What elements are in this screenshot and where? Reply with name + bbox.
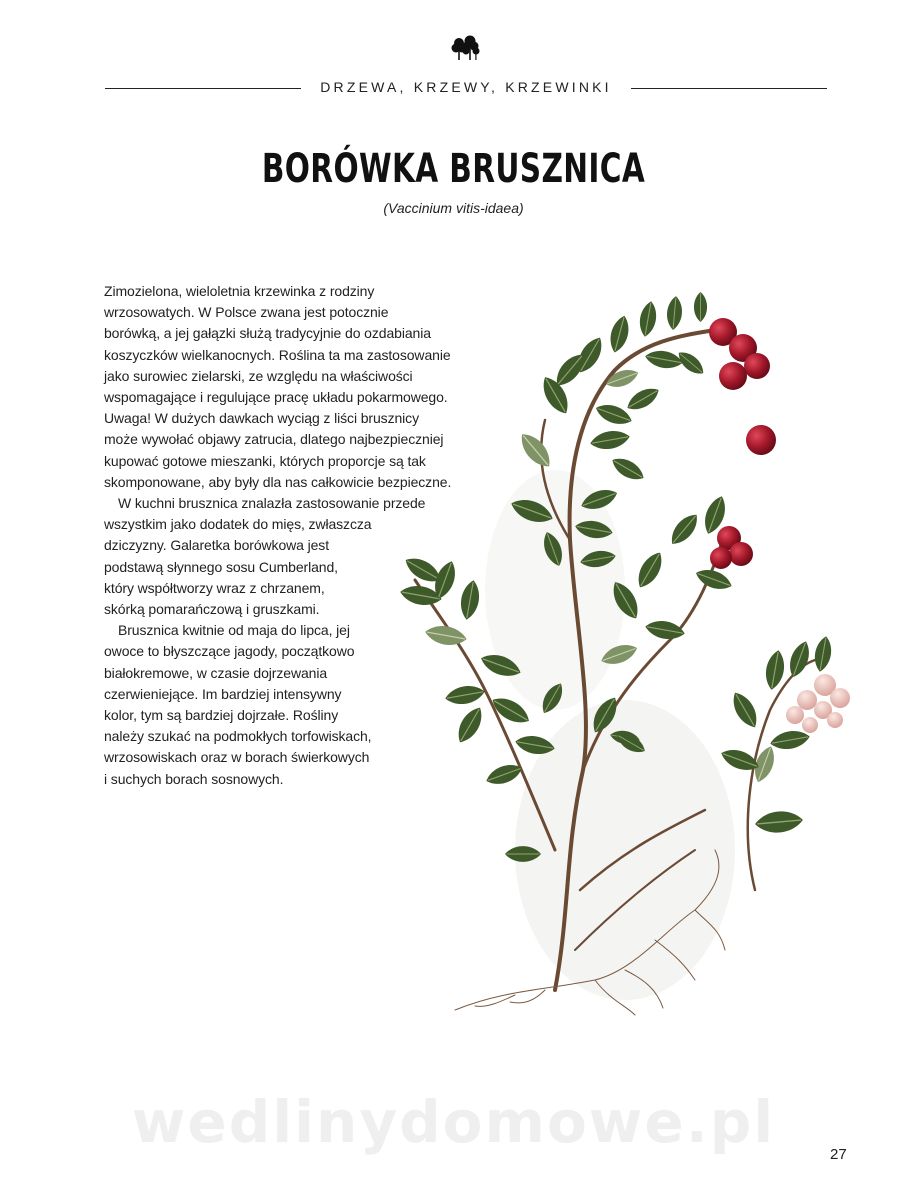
body-line: czerwieniejące. Im bardziej intensywny: [104, 685, 342, 702]
body-line: wrzosowiskach oraz w borach świerkowych: [104, 749, 370, 766]
body-line: dziczyzny. Galaretka borówkowa jest: [104, 537, 329, 554]
watermark: wedlinydomowe.pl: [131, 1088, 776, 1156]
body-line: kupować gotowe mieszanki, których proporcje są tak: [104, 452, 426, 469]
body-line: Uwaga! W dużych dawkach wyciąg z liści brusznicy: [104, 410, 419, 427]
body-line: wrzosowatych. W Polsce zwana jest potocznie: [104, 304, 389, 321]
body-line: Brusznica kwitnie od maja do lipca, jej: [118, 622, 350, 639]
body-line: koszyczków wielkanocnych. Roślina ta ma zastosowanie: [104, 346, 451, 363]
body-line: Zimozielona, wieloletnia krzewinka z rodziny: [104, 283, 375, 299]
latin-name: (Vaccinium vitis-idaea): [383, 200, 524, 216]
body-line: białokremowe, w czasie dojrzewania: [104, 664, 328, 681]
body-line: W kuchni brusznica znalazła zastosowanie przede: [118, 495, 426, 512]
body-line: owoce to błyszczące jagody, początkowo: [104, 643, 355, 660]
body-line: podstawą słynnego sosu Cumberland,: [104, 558, 338, 575]
header-rule-right: [631, 88, 827, 89]
page-number: 27: [830, 1146, 847, 1163]
body-line: wszystkim jako dodatek do mięs, zwłaszcza: [104, 516, 372, 533]
body-line: jako surowiec zielarski, ze względu na właściwości: [104, 367, 413, 384]
trees-icon: [449, 34, 483, 64]
body-line: i suchych borach sosnowych.: [104, 770, 284, 787]
page-title: BORÓWKA BRUSZNICA: [261, 146, 646, 192]
body-line: który współtworzy wraz z chrzanem,: [104, 579, 325, 596]
body-line: może wywołać objawy zatrucia, dlatego najbezpieczniej: [104, 431, 444, 448]
section-title: DRZEWA, KRZEWY, KRZEWINKI: [320, 79, 612, 95]
body-line: skomponowane, aby były dla nas całkowicie bezpieczne.: [104, 473, 452, 490]
body-line: wspomagające i regulujące pracę układu pokarmowego.: [104, 389, 448, 406]
body-line: borówką, a jej gałązki służą tradycyjnie do ozdabiania: [104, 325, 431, 342]
header-rule-left: [105, 88, 301, 89]
lingonberry-plant-illustration: [395, 290, 885, 1030]
body-line: należy szukać na podmokłych torfowiskach,: [104, 728, 372, 745]
body-line: kolor, tym są bardziej dojrzałe. Rośliny: [104, 707, 339, 724]
body-line: skórką pomarańczową i gruszkami.: [104, 601, 320, 618]
